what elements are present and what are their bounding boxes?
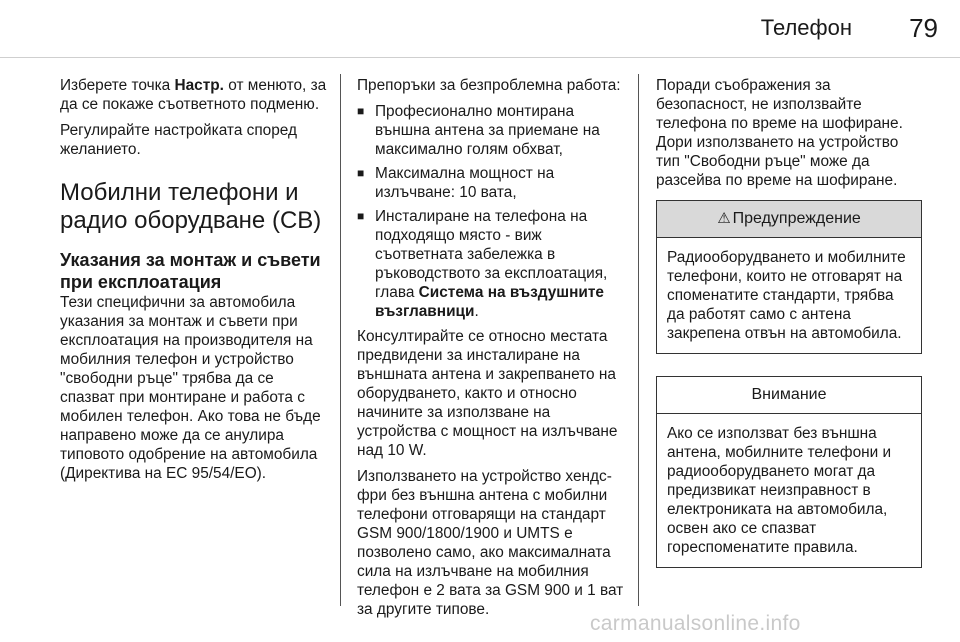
list-item bbox=[357, 102, 629, 159]
page-number: 79 bbox=[909, 13, 938, 43]
warning-triangle-icon: ⚠ bbox=[717, 210, 731, 227]
paragraph-adjust: Регулирайте настройката според желанието. bbox=[60, 122, 297, 158]
paragraph-settings bbox=[60, 76, 328, 114]
text-run: . bbox=[474, 303, 479, 320]
list-item bbox=[357, 164, 629, 202]
paragraph-recommendations: Препоръки за безпроблемна работа: bbox=[357, 77, 621, 94]
caution-header: Внимание bbox=[657, 377, 921, 414]
text-run: от менюто, за да се покаже съответното подменю. bbox=[60, 77, 327, 113]
bold-term-airbag: Система на въздушните възглавници bbox=[375, 284, 604, 320]
bullet-icon: ■ bbox=[357, 209, 365, 223]
paragraph-safety: Поради съображения за безопасност, не използвайте телефона по време на шофиране. Дори използването на устройство тип "Свободни ръце" може да разсейва по време на шофиране. bbox=[656, 77, 903, 189]
column-left bbox=[60, 76, 328, 490]
paragraph-handsfree: Използването на устройство хендс-фри без външна антена с мобилни телефони отговарящи на стандарт GSM 900/1800/1900 и UMTS е позволено само, ако максималната сила на излъчване на мобилния телефон е 2 вата за GSM 900 и 1 ват за другите типове. bbox=[357, 468, 624, 618]
warning-box bbox=[656, 200, 922, 354]
bold-term-settings: Настр. bbox=[174, 77, 224, 94]
caution-box bbox=[656, 376, 922, 568]
paragraph-consult: Консултирайте се относно местата предвидени за инсталиране на външната антена и закрепването на оборудването, както и относно начините за използване на устройства с мощност на излъчване над 10 W. bbox=[357, 328, 618, 459]
bullet-icon: ■ bbox=[357, 104, 365, 118]
warning-title: Предупреждение bbox=[732, 210, 861, 227]
list-item-text: Инсталиране на телефона на подходящо място - виж съответната забележка в ръководството за експлоатация, глава bbox=[375, 208, 608, 301]
bullet-icon: ■ bbox=[357, 166, 365, 180]
column-middle bbox=[357, 76, 629, 626]
column-divider bbox=[340, 74, 341, 606]
warning-text: Радиооборудването и мобилните телефони, които не отговарят на споменатите стандарти, трябва да работят само с антена закрепена отвън на автомобила. bbox=[667, 249, 906, 342]
paragraph-instructions: Тези специфични за автомобила указания за монтаж и съвети при експлоатация на производителя на мобилния телефон и устройство "свободни ръце" трябва да се спазват при монтиране и работа с мобилен телефон. Ако това не бъде направено може да се анулира типовото одобрение на автомобила (Директива на ЕС 95/54/ЕО). bbox=[60, 294, 321, 482]
caution-text: Ако се използват без външна антена, мобилните телефони и радиооборудването могат да предизвикат неизправност в електрониката на автомобила, освен ако се спазват гореспоменатите правила. bbox=[667, 425, 892, 556]
list-item-text: Професионално монтирана външна антена за приемане на максимално голям обхват, bbox=[375, 103, 600, 158]
page-header bbox=[0, 0, 960, 62]
column-divider bbox=[638, 74, 639, 606]
subsection-heading: Указания за монтаж и съвети при експлоатация bbox=[60, 250, 321, 292]
header-title: Телефон bbox=[760, 15, 852, 40]
text-run: Изберете точка bbox=[60, 77, 175, 94]
header-divider bbox=[0, 57, 960, 58]
warning-header bbox=[657, 201, 921, 238]
watermark: carmanualsonline.info bbox=[590, 612, 801, 635]
column-right bbox=[656, 76, 922, 590]
recommendations-list bbox=[357, 102, 629, 321]
section-heading: Мобилни телефони и радио оборудване (CB) bbox=[60, 179, 322, 234]
list-item-text: Максимална мощност на излъчване: 10 вата, bbox=[375, 165, 555, 201]
list-item bbox=[357, 207, 629, 321]
